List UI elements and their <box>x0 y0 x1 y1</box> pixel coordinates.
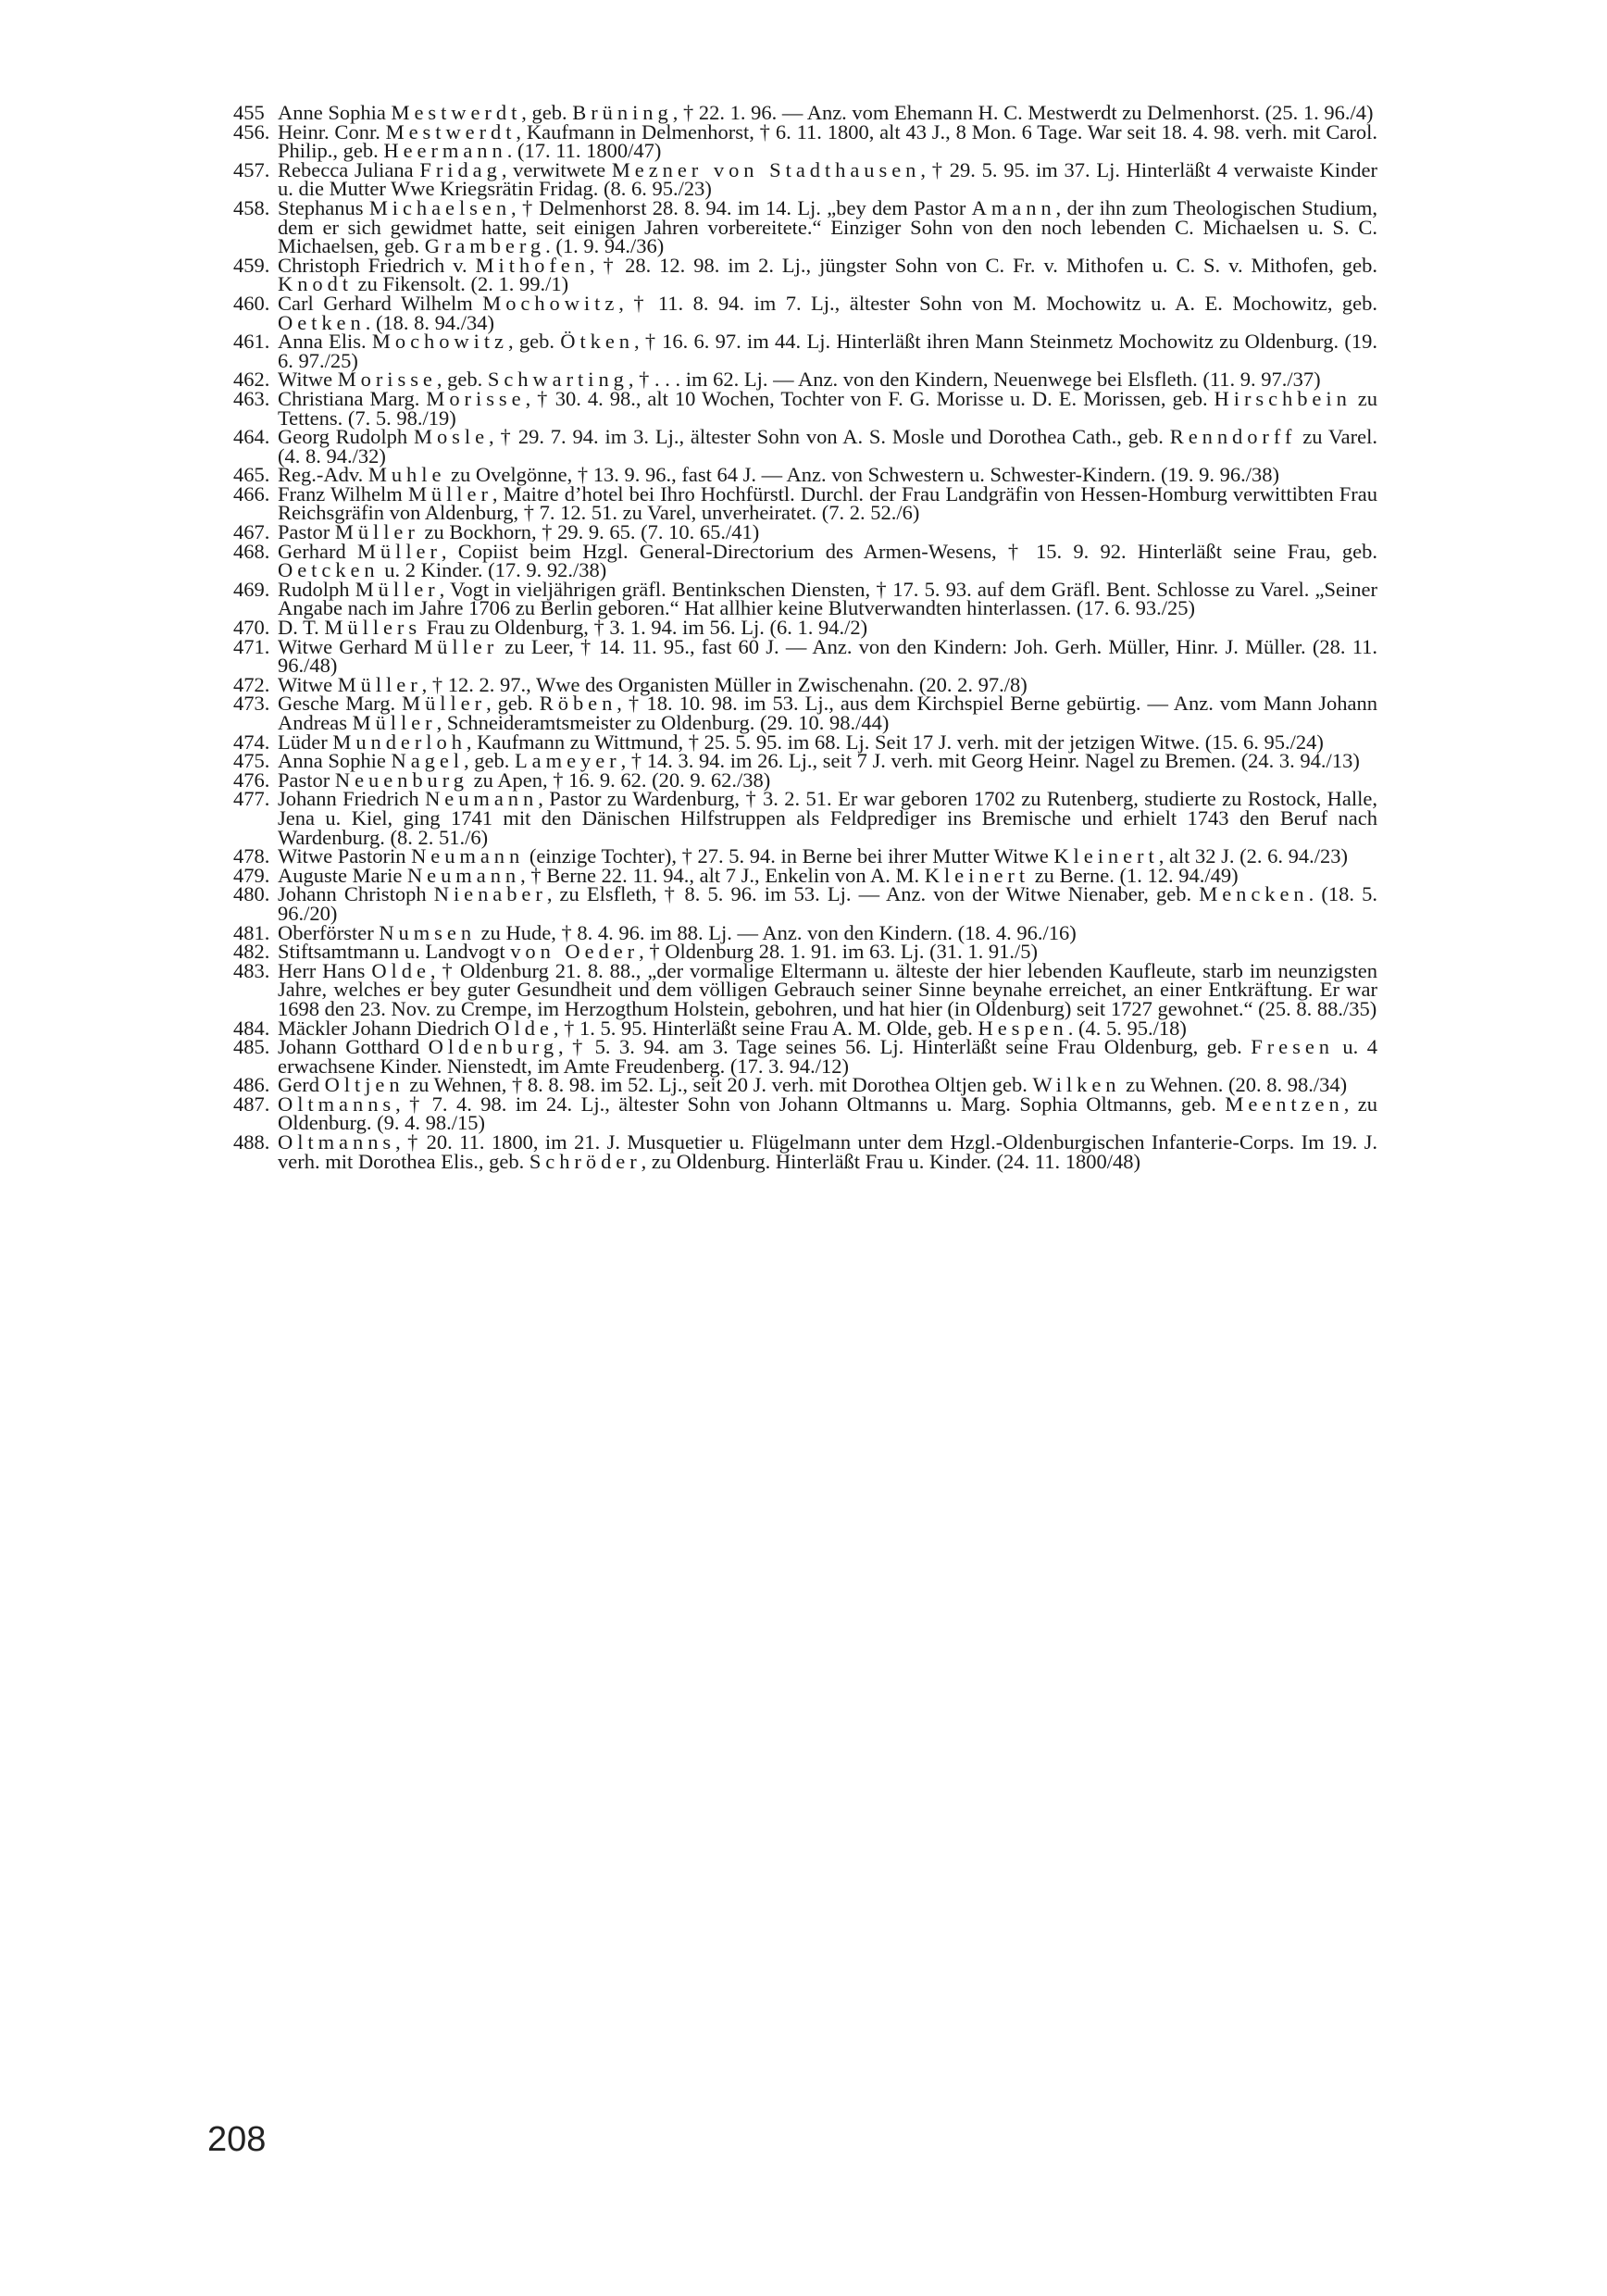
entry-text-run: Pastor <box>278 767 335 792</box>
entry-text-run: Auguste Marie <box>278 863 407 887</box>
entry-text-run: , geb. <box>507 330 561 354</box>
entry-number: 473. <box>233 692 270 716</box>
entry-number: 461. <box>233 330 270 354</box>
spaced-name: Neumann <box>411 844 525 868</box>
spaced-name: Munderloh <box>332 730 467 754</box>
entry-text-run: , † 18. 10. 98. im 53. Lj., aus dem Kirchspiel Berne gebürtig. — Anz. vom Mann Johann Andreas <box>278 692 1377 734</box>
entry <box>233 694 1377 732</box>
entry-number: 478. <box>233 844 270 868</box>
entry-text-run: Franz Wilhelm <box>278 481 408 505</box>
spaced-name: Lameyer <box>514 749 621 773</box>
spaced-name: Olde <box>371 958 430 982</box>
entry-text <box>278 1035 1377 1078</box>
entry-number: 482. <box>233 940 270 964</box>
entry-text-run: Stiftsamtmann u. Landvogt <box>278 940 511 964</box>
spaced-name: Morisse <box>337 368 437 392</box>
entry <box>233 425 1377 468</box>
entry-text-run: , † 14. 3. 94. im 26. Lj., seit 7 J. verh. mit Georg Heinr. Nagel zu Bremen. (24. 3. 94./13) <box>620 749 1360 773</box>
spaced-name: Michaelsen <box>368 195 512 219</box>
spaced-name: Kleinert <box>1053 844 1159 868</box>
entry-text-run: , geb. <box>486 692 540 716</box>
entry-number: 465. <box>233 463 270 487</box>
entry <box>233 539 1377 582</box>
entry-text-run: , † 7. 4. 98. im 24. Lj., ältester Sohn von Johann Oltmanns u. Marg. Sophia Oltmanns, geb. <box>395 1092 1226 1116</box>
entry-text <box>278 119 1377 163</box>
entry-text-run: , verwitwete <box>501 157 612 181</box>
spaced-name: Müller <box>352 711 437 734</box>
entry <box>233 195 1378 258</box>
entry-text-run: Frau zu Oldenburg, † 3. 1. 94. im 56. Lj. (6. 1. 94./2) <box>421 616 868 640</box>
entry-number: 475. <box>233 749 270 773</box>
entry-text-run: , Vogt in vieljährigen gräfl. Bentinkschen Diensten, † 17. 5. 93. auf dem Gräfl. Bent. Schlosse zu Varel. „Seiner Angabe nach im Jahre 1706 zu Berlin geboren.“ Hat allhier keine Blutverwandten hinterlassen. (17. 6. 93./25) <box>278 577 1377 620</box>
entry-text-run: zu Hude, † 8. 4. 96. im 88. Lj. — Anz. von den Kindern. (18. 4. 96./16) <box>476 920 1077 944</box>
entry-text-run: Rebecca Juliana <box>278 157 420 181</box>
entry-text-run: , der ihn zum Theologischen Studium, dem er sich gewidmet hatte, seit einigen Jahren vorbereitete.“ Einziger Sohn von den noch lebenden C. Michaelsen u. S. C. Michaelsen, geb. <box>278 195 1378 258</box>
entry-text-run: zu Varel. (4. 8. 94./32) <box>278 425 1377 468</box>
entry-text-run: zu Apen, † 16. 9. 62. (20. 9. 62./38) <box>467 767 771 792</box>
entry-text-run: Anna Sophie <box>278 749 392 773</box>
entry-text-run: Christiana Marg. <box>278 386 427 410</box>
entry-text-run: u. 2 Kinder. (17. 9. 92./38) <box>379 558 607 582</box>
entry-text-run: Witwe <box>278 368 338 392</box>
entry-number: 457. <box>233 157 270 181</box>
spaced-name: Brüning <box>572 101 673 124</box>
spaced-name: Mochowitz <box>482 291 619 315</box>
entry-number: 486. <box>233 1073 270 1097</box>
entry-number: 479. <box>233 863 270 887</box>
entry-text <box>278 253 1377 296</box>
spaced-name: Morisse <box>426 386 526 410</box>
entry-text-run: , † 29. 7. 94. im 3. Lj., ältester Sohn von A. S. Mosle und Dorothea Cath., geb. <box>489 425 1170 449</box>
entry-number: 460. <box>233 291 270 315</box>
entry-text-run: . (18. 8. 94./34) <box>365 310 495 334</box>
entry-number: 485. <box>233 1035 270 1059</box>
spaced-name: Neumann <box>425 787 539 811</box>
spaced-name: Oltmanns <box>278 1130 396 1154</box>
spaced-name: Muhle <box>367 463 446 487</box>
entry-text-run: zu Berne. (1. 12. 94./49) <box>1029 863 1239 887</box>
entry-text-run: , † Oldenburg 21. 8. 88., „der vormalige Eltermann u. älteste der hier lebenden Kaufleute, starb im neunzigsten Jahre, welches er bey guter Gesundheit und dem völligen Gebrauch seiner Sinne beynahe erreichet, an einer Entkräftung. Er war 1698 den 23. Nov. zu Crempe, im Herzogthum Holstein, gebohren, und hat hier (in Oldenburg) seit 1727 gewohnet.“ (25. 8. 88./35) <box>278 958 1377 1020</box>
entry-number: 487. <box>233 1092 270 1116</box>
entry-text-run: Witwe Pastorin <box>278 844 412 868</box>
entry-text-run: , † Oldenburg 28. 1. 91. im 63. Lj. (31. 1. 91./5) <box>639 940 1038 964</box>
entry <box>233 157 1377 201</box>
entry-text-run: , † Delmenhorst 28. 8. 94. im 14. Lj. „bey dem Pastor <box>511 195 972 219</box>
entry-text <box>278 634 1377 678</box>
entry-number: 472. <box>233 672 270 696</box>
entry-text-run: zu Leer, † 14. 11. 95., fast 60 J. — Anz. von den Kindern: Joh. Gerh. Müller, Hinr. J. Müller. (28. 11. 96./48) <box>278 634 1377 678</box>
entry-text-run: , † 11. 8. 94. im 7. Lj., ältester Sohn von M. Mochowitz u. A. E. Mochowitz, geb. <box>618 291 1378 315</box>
spaced-name: Knodt <box>278 272 353 296</box>
entry <box>233 1130 1377 1173</box>
entry-text-run: zu Ovelgönne, † 13. 9. 96., fast 64 J. — Anz. von Schwestern u. Schwester-Kindern. (19. 9. 96./38) <box>445 463 1280 487</box>
spaced-name: Mosle <box>414 425 490 449</box>
page-number: 208 <box>207 2120 267 2159</box>
entry-text-run: . (17. 11. 1800/47) <box>506 139 662 163</box>
spaced-name: Schwarting <box>487 368 629 392</box>
spaced-name: Numsen <box>379 920 477 944</box>
entry-number: 470. <box>233 616 270 640</box>
entry-text <box>278 577 1377 620</box>
entry-text-run: Lüder <box>278 730 333 754</box>
entry-text-run: Christoph Friedrich v. <box>278 253 476 277</box>
entry-text-run: Witwe <box>278 672 338 696</box>
entry-text <box>278 291 1378 334</box>
entry-text-run: , † 12. 2. 97., Wwe des Organisten Müller in Zwischenahn. (20. 2. 97./8) <box>421 672 1028 696</box>
spaced-name: Fresen <box>1251 1035 1334 1059</box>
spaced-name: Oldenburg <box>428 1035 559 1059</box>
entry-text <box>278 386 1377 430</box>
entry-text <box>278 425 1377 468</box>
entry-number: 480. <box>233 882 270 906</box>
entry-text <box>278 694 1377 732</box>
spaced-name: Müller <box>407 481 492 505</box>
entry-text-run: zu Wehnen, † 8. 8. 98. im 52. Lj., seit 20 J. verh. mit Dorothea Oltjen geb. <box>404 1073 1033 1097</box>
entry-text-run: , † 30. 4. 98., alt 10 Wochen, Tochter von F. G. Morisse u. D. E. Morissen, geb. <box>525 386 1215 410</box>
entry <box>233 253 1377 296</box>
spaced-name: Amann <box>971 195 1056 219</box>
entry-text-run: , † 22. 1. 96. — Anz. vom Ehemann H. C. Mestwerdt zu Delmenhorst. (25. 1. 96./4) <box>672 101 1374 124</box>
spaced-name: Mencken <box>1199 882 1309 906</box>
spaced-name: Röben <box>539 692 617 716</box>
entry-text <box>278 787 1377 849</box>
entry-text-run: Herr Hans <box>278 958 372 982</box>
entry-text-run: , Maitre d’hotel bei Ihro Hochfürstl. Durchl. der Frau Landgräfin von Hessen-Homburg verwittibten Frau Reichsgräfin von Aldenburg, † 7. 12. 51. zu Varel, unverheiratet. (7. 2. 52./6) <box>278 481 1378 525</box>
entry-text-run: . (4. 5. 95./18) <box>1067 1016 1187 1040</box>
entry-text-run: Johann Christoph <box>278 882 434 906</box>
entry-text-run: , † 5. 3. 94. am 3. Tage seines 56. Lj. Hinterläßt seine Frau Oldenburg, geb. <box>558 1035 1252 1059</box>
entry <box>233 481 1378 525</box>
entry <box>233 386 1377 430</box>
entry-number: 483. <box>233 958 270 982</box>
spaced-name: Oetken <box>278 310 366 334</box>
entry-number: 458. <box>233 195 270 219</box>
entry-text <box>278 958 1377 1020</box>
entry <box>233 634 1377 678</box>
entry-number: 481. <box>233 920 270 944</box>
entry-number: 474. <box>233 730 270 754</box>
entry-text-run: Johann Friedrich <box>278 787 426 811</box>
spaced-name: Nagel <box>391 749 464 773</box>
entry-number: 466. <box>233 481 270 505</box>
entry-text-run: , † Berne 22. 11. 94., alt 7 J., Enkelin von A. M. <box>520 863 925 887</box>
entry-text <box>278 332 1377 370</box>
entry-text-run: , geb. <box>463 749 515 773</box>
spaced-name: Mochowitz <box>371 330 508 354</box>
entry-number: 476. <box>233 767 270 792</box>
entry-text-run: , zu Oldenburg. Hinterläßt Frau u. Kinder. (24. 11. 1800/48) <box>641 1149 1140 1173</box>
entry-text-run: , Copiist beim Hzgl. General-Directorium des Armen-Wesens, † 15. 9. 92. Hinterläßt seine Frau, geb. <box>441 539 1377 563</box>
spaced-name: Müller <box>402 692 487 716</box>
spaced-name: Gramberg <box>424 234 546 258</box>
entry-number: 463. <box>233 386 270 410</box>
entry-text-run: Heinr. Conr. <box>278 119 386 144</box>
entry-number: 488. <box>233 1130 270 1154</box>
spaced-name: Mithofen <box>475 253 590 277</box>
spaced-name: Hespen <box>978 1016 1068 1040</box>
spaced-name: Oltmanns <box>278 1092 396 1116</box>
entry <box>233 1092 1377 1135</box>
entry-text <box>278 157 1377 201</box>
entry-text-run: Rudolph <box>278 577 355 601</box>
entry-text <box>278 195 1378 258</box>
entry-text-run: , zu Oldenburg. (9. 4. 98./15) <box>278 1092 1377 1135</box>
spaced-name: Hirschbein <box>1214 386 1352 410</box>
entry-text-run: , † 1. 5. 95. Hinterläßt seine Frau A. M. Olde, geb. <box>553 1016 978 1040</box>
entry-text-run: , geb. <box>521 101 573 124</box>
entry-number: 464. <box>233 425 270 449</box>
entry-text-run: Pastor <box>278 520 335 544</box>
entry <box>233 882 1377 925</box>
entry <box>233 332 1377 370</box>
entry-text-run: Gerhard <box>278 539 357 563</box>
entry-text-run: Johann Gotthard <box>278 1035 429 1059</box>
entry <box>233 787 1377 849</box>
entry <box>233 119 1377 163</box>
entry-text-run: , † . . . im 62. Lj. — Anz. von den Kindern, Neuenwege bei Elsfleth. (11. 9. 97./37) <box>628 368 1321 392</box>
entry-text-run: Reg.-Adv. <box>278 463 368 487</box>
entry-text-run: Anna Elis. <box>278 330 372 354</box>
obituary-entry-list <box>233 101 1378 1173</box>
spaced-name: Neumann <box>406 863 521 887</box>
spaced-name: Oltjen <box>324 1073 405 1097</box>
spaced-name: Müller <box>334 520 419 544</box>
entry-text-run: zu Wehnen. (20. 8. 98./34) <box>1120 1073 1348 1097</box>
spaced-name: Olde <box>494 1016 554 1040</box>
entry-text-run: , Schneideramtsmeister zu Oldenburg. (29. 10. 98./44) <box>436 711 890 734</box>
spaced-name: Müller <box>355 577 440 601</box>
entry-text-run: , † 28. 12. 98. im 2. Lj., jüngster Sohn von C. Fr. v. Mithofen u. C. S. v. Mithofen, geb. <box>589 253 1377 277</box>
entry-text-run: , alt 32 J. (2. 6. 94./23) <box>1158 844 1349 868</box>
spaced-name: Meentzen <box>1225 1092 1344 1116</box>
entry-text-run: Stephanus <box>278 195 369 219</box>
entry-text-run: , Pastor zu Wardenburg, † 3. 2. 51. Er war geboren 1702 zu Rutenberg, studierte zu Rostock, Halle, Jena u. Kiel, ging 1741 mit den Dänischen Hilfstruppen als Feldprediger ins Bremische und erhielt 1743 den Beruf nach Wardenburg. (8. 2. 51./6) <box>278 787 1377 849</box>
spaced-name: Mestwerdt <box>385 119 517 144</box>
entry-text-run: Oberförster <box>278 920 380 944</box>
entry-text-run: Mäckler Johann Diedrich <box>278 1016 495 1040</box>
entry-number: 468. <box>233 539 270 563</box>
entry-text <box>278 1130 1377 1173</box>
entry-text <box>278 481 1378 525</box>
entry-text-run: . (1. 9. 94./36) <box>545 234 665 258</box>
entry-text-run: , Kaufmann in Delmenhorst, † 6. 11. 1800, alt 43 J., 8 Mon. 6 Tage. War seit 18. 4. 98. verh. mit Carol. Philip., geb. <box>278 119 1377 163</box>
entry-text-run: Witwe Gerhard <box>278 634 415 658</box>
entry-text-run: Gerd <box>278 1073 325 1097</box>
spaced-name: Müller <box>356 539 442 563</box>
entry-text-run: Gesche Marg. <box>278 692 403 716</box>
spaced-name: Müllers <box>324 616 422 640</box>
entry-number: 469. <box>233 577 270 601</box>
entry-number: 456. <box>233 119 270 144</box>
entry-text <box>278 1092 1377 1135</box>
spaced-name: Oetcken <box>278 558 380 582</box>
entry-text-run: u. 4 erwachsene Kinder. Nienstedt, im Amte Freudenberg. (17. 3. 94./12) <box>278 1035 1377 1078</box>
spaced-name: Mezner von Stadthausen <box>611 157 921 181</box>
spaced-name: Nienaber <box>433 882 547 906</box>
entry <box>233 291 1378 334</box>
entry-text-run: (einzige Tochter), † 27. 5. 94. in Berne bei ihrer Mutter Witwe <box>524 844 1054 868</box>
entry-number: 484. <box>233 1016 270 1040</box>
entry-number: 477. <box>233 787 270 811</box>
spaced-name: Ötken <box>560 330 634 354</box>
entry-text-run: D. T. <box>278 616 325 640</box>
spaced-name: Müller <box>414 634 499 658</box>
entry-text-run: , † 20. 11. 1800, im 21. J. Musquetier u. Flügelmann unter dem Hzgl.-Oldenburgischen Infanterie-Corps. Im 19. J. verh. mit Dorothea Elis., geb. <box>278 1130 1377 1173</box>
entry-text-run: , † 16. 6. 97. im 44. Lj. Hinterläßt ihren Mann Steinmetz Mochowitz zu Oldenburg. (19. 6. 97./25) <box>278 330 1377 372</box>
entry-text-run: Carl Gerhard Wilhelm <box>278 291 483 315</box>
spaced-name: Müller <box>337 672 422 696</box>
entry-text-run: . (18. 5. 96./20) <box>278 882 1377 925</box>
entry-number: 455 <box>233 101 265 124</box>
spaced-name: Wilken <box>1032 1073 1121 1097</box>
entry <box>233 958 1377 1020</box>
entry-text-run: , geb. <box>436 368 488 392</box>
entry-number: 459. <box>233 253 270 277</box>
entry <box>233 1035 1377 1078</box>
entry-text <box>278 882 1377 925</box>
spaced-name: Renndorff <box>1169 425 1297 449</box>
entry-number: 467. <box>233 520 270 544</box>
entry-text-run: zu Fikensolt. (2. 1. 99./1) <box>353 272 569 296</box>
entry-text-run: Anne Sophia <box>278 101 392 124</box>
entry-number: 462. <box>233 368 270 392</box>
entry-text-run: , zu Elsfleth, † 8. 5. 96. im 53. Lj. — Anz. von der Witwe Nienaber, geb. <box>546 882 1200 906</box>
entry-number: 471. <box>233 634 270 658</box>
entry-text-run: , Kaufmann zu Wittmund, † 25. 5. 95. im 68. Lj. Seit 17 J. verh. mit der jetzigen Witwe. (15. 6. 95./24) <box>466 730 1324 754</box>
entry-text-run: zu Tettens. (7. 5. 98./19) <box>278 386 1377 430</box>
entry-text-run: zu Bockhorn, † 29. 9. 65. (7. 10. 65./41) <box>418 520 760 544</box>
entry-text-run: Georg Rudolph <box>278 425 415 449</box>
spaced-name: Schröder <box>529 1149 642 1173</box>
entry <box>233 577 1377 620</box>
spaced-name: Fridag <box>419 157 502 181</box>
entry-text-run: , † 29. 5. 95. im 37. Lj. Hinterläßt 4 verwaiste Kinder u. die Mutter Wwe Kriegsrätin Fridag. (8. 6. 95./23) <box>278 157 1377 201</box>
spaced-name: Neuenburg <box>334 767 468 792</box>
spaced-name: Mestwerdt <box>391 101 522 124</box>
spaced-name: von Oeder <box>510 940 640 964</box>
entry-text <box>278 539 1377 582</box>
spaced-name: Kleinert <box>924 863 1030 887</box>
spaced-name: Heermann <box>383 139 507 163</box>
